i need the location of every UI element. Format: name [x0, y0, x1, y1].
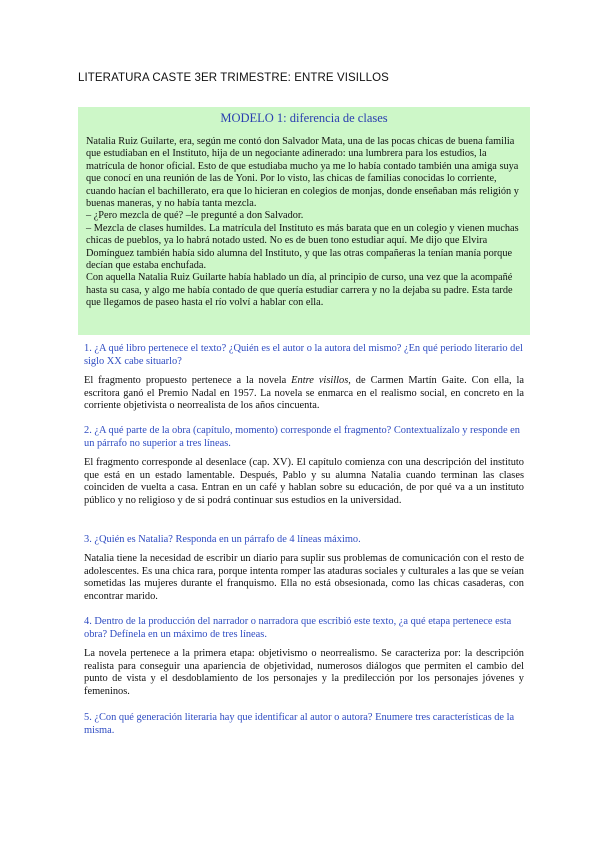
question-5: 5. ¿Con qué generación literaria hay que identificar al autor o autora? Enumere tres características de la misma.: [84, 712, 515, 736]
book-title: Entre visillos: [291, 375, 349, 386]
answer-1-text: El fragmento propuesto pertenece a la novela: [84, 375, 292, 386]
model-excerpt: [86, 136, 522, 310]
question-3: 3. ¿Quién es Natalia? Responda en un párrafo de 4 líneas máximo.: [84, 534, 361, 545]
model-heading: MODELO 1: diferencia de clases: [220, 111, 388, 125]
model-text-box: [78, 107, 530, 335]
excerpt-paragraph: – Mezcla de clases humildes. La matrícula del Instituto es más barata que en un colegio y vienen muchas chicas de pueblos, ya lo habrá notado usted. No es de buen tono estudiar aquí. Me dijo que Elvira Domínguez también había sido alumna del Instituto, y que las otras compañeras la tenían manía porque decían que estaba enchufada.: [86, 222, 519, 272]
answer-2: El fragmento corresponde al desenlace (cap. XV). El capítulo comienza con una descripción del instituto que está en un estado lamentable. Después, Pablo y su alumna Natalia cuando terminan las clases coinciden de vuelta a casa. Entran en un café y hablan sobre su educación, de por qué va a un instituto público y no religioso y de si podrá continuar sus estudios en la universidad.: [84, 457, 524, 506]
excerpt-paragraph: – ¿Pero mezcla de qué? –le pregunté a don Salvador.: [86, 210, 304, 222]
answer-1: [84, 375, 524, 413]
question-4: 4. Dentro de la producción del narrador o narradora que escribió este texto, ¿a qué etapa pertenece esta obra? Defínela en un máximo de tres líneas.: [84, 616, 512, 640]
excerpt-paragraph: Con aquella Natalia Ruiz Guilarte había hablado un día, al principio de curso, una vez que la acompañé hasta su casa, y algo me había contado de que quería estudiar carrera y no la dejaba su padre. Esta tarde que llegamos de paseo hasta el río volví a hablar con ella.: [86, 272, 513, 309]
excerpt-paragraph: Natalia Ruiz Guilarte, era, según me contó don Salvador Mata, una de las pocas chicas de buena familia que estudiaban en el Instituto, hija de un negociante adinerado: una lumbrera para los estudios, la matrícula de honor oficial. Esto de que estudiaba mucho ya me lo había contado también una amiga suya que conocí en una reunión de las de Yoni. Por lo visto, las chicas de familias conocidas lo corriente, cuando hacían el bachillerato, era que lo hicieran en colegios de monjas, donde enseñaban más religión y buenas maneras, y no había tanta mezcla.: [86, 136, 519, 210]
document-title: LITERATURA CASTE 3ER TRIMESTRE: ENTRE VISILLOS: [78, 72, 389, 84]
question-1: 1. ¿A qué libro pertenece el texto? ¿Quién es el autor o la autora del mismo? ¿En qué periodo literario del siglo XX cabe situarlo?: [84, 343, 523, 367]
question-2: 2. ¿A qué parte de la obra (capítulo, momento) corresponde el fragmento? Contextualízalo y responde en un párrafo no superior a tres líneas.: [84, 425, 520, 449]
answer-1-text-cont: , de Carmen Martín Gaite. Con ella, la escritora ganó el Premio Nadal en 1957. La novela se enmarca en el realismo social, en concreto en la corriente objetivista o neorrealista de los años cincuenta.: [84, 375, 524, 412]
answer-4: La novela pertenece a la primera etapa: objetivismo o neorrealismo. Se caracteriza por: la descripción realista para conseguir una apariencia de objetividad, numerosos diálogos que permiten el cambio del punto de vista y el desdoblamiento de los personajes y la predilección por los personajes jóvenes y femeninos.: [84, 648, 524, 697]
answer-3: Natalia tiene la necesidad de escribir un diario para suplir sus problemas de comunicación con el resto de adolescentes. Es una chica rara, porque intenta romper las ataduras sociales y culturales a las que se veían sometidas las mujeres durante el franquismo. Ella no está obsesionada, como las chicas casaderas, con encontrar marido.: [84, 553, 524, 602]
